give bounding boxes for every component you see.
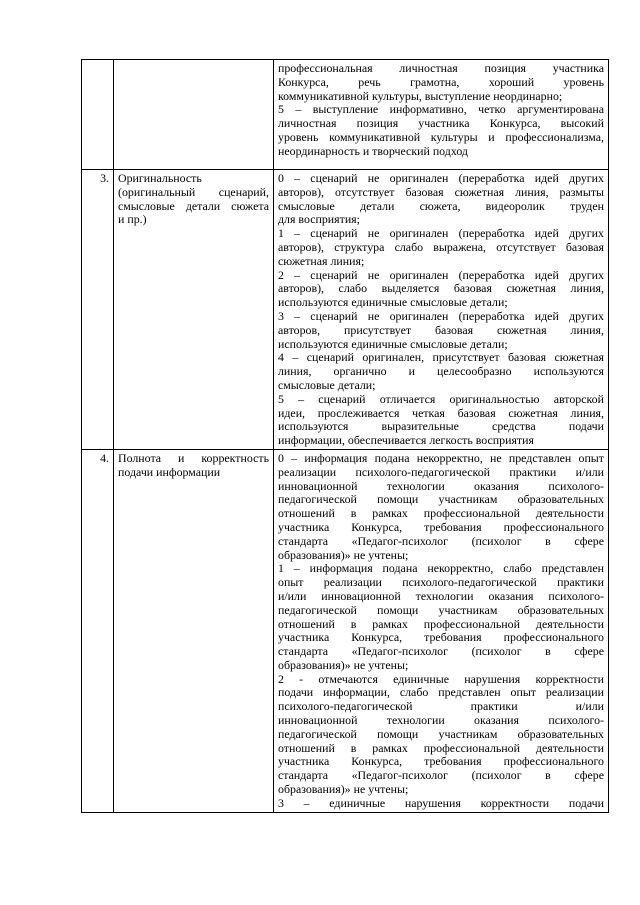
score-paragraph <box>278 62 604 103</box>
text-line: педагогической помощи участникам образовательных <box>278 492 604 507</box>
criterion-cell <box>114 170 274 450</box>
text-line: коммуникативной культуры, выступление неординарно; <box>278 88 563 103</box>
text-line: инновационной технологии оказания психолого- <box>278 478 604 493</box>
text-line: используются единичные смысловые детали; <box>278 295 508 310</box>
score-paragraph <box>278 310 604 351</box>
text-line: авторов), слабо выделяется базовая сюжетная линия, <box>278 281 604 296</box>
text-line: 3 – сценарий не оригинален (переработка идей других <box>278 308 604 323</box>
text-line: 3 – единичные нарушения корректности подачи <box>278 795 604 810</box>
criterion-cell <box>114 449 274 812</box>
text-line: Конкурса, речь грамотна, хороший уровень <box>278 74 604 89</box>
text-line: опыт реализации психолого-педагогической практики <box>278 575 604 590</box>
text-line: и/или инновационной технологии оказания психолого- <box>278 588 604 603</box>
text-line: образования)» не учтены; <box>278 782 409 797</box>
text-line: стандарта «Педагог-психолог (психолог в сфере <box>278 533 604 548</box>
criteria-table <box>81 59 609 813</box>
text-line: информации, обеспечивается легкость восприятия <box>278 433 534 448</box>
text-line: инновационной технологии оказания психолого- <box>278 713 604 728</box>
score-paragraph <box>278 562 604 672</box>
table-row-continuation <box>82 60 609 170</box>
text-line: 0 – информация подана некорректно, не представлен опыт <box>278 450 604 465</box>
text-line: стандарта «Педагог-психолог (психолог в сфере <box>278 768 604 783</box>
text-line: линия, органично и целесообразно используются <box>278 364 604 379</box>
score-paragraph <box>278 797 604 811</box>
text-line: авторов, присутствует базовая сюжетная линия, <box>278 322 604 337</box>
text-line: педагогической помощи участникам образовательных <box>278 602 604 617</box>
score-paragraph <box>278 269 604 310</box>
description-cell <box>274 60 609 170</box>
text-line: уровень коммуникативной культуры и профессионализма, <box>278 129 604 144</box>
text-line: для восприятия; <box>278 212 360 227</box>
text-line: образования)» не учтены; <box>278 547 409 562</box>
score-paragraph <box>278 452 604 562</box>
text-line: 4 – сценарий оригинален, присутствует базовая сюжетная <box>278 350 604 365</box>
text-line: психолого-педагогической практики и/или <box>278 699 604 714</box>
score-paragraph <box>278 393 604 448</box>
text-line: отношений в рамках профессиональной деятельности <box>278 740 604 755</box>
text-line: реализации психолого-педагогической практики и/или <box>278 464 604 479</box>
description-cell <box>274 170 609 450</box>
criterion-line: смысловые детали сюжета <box>118 198 269 213</box>
text-line: неординарность и творческий подход <box>278 143 468 158</box>
text-line: участника Конкурса, требования профессионального <box>278 754 604 769</box>
row-number-cell: 3. <box>82 170 114 450</box>
text-line: используются выразительные средства подачи <box>278 419 604 434</box>
criterion-line: (оригинальный сценарий, <box>118 184 269 199</box>
text-line: 2 - отмечаются единичные нарушения корректности <box>278 671 604 686</box>
text-line: 5 – выступление информативно, четко аргументирована <box>278 102 604 117</box>
criterion-line: Оригинальность <box>118 171 202 185</box>
score-paragraph <box>278 227 604 268</box>
criterion-line: и пр.) <box>118 212 147 227</box>
text-line: участника Конкурса, требования профессионального <box>278 630 604 645</box>
text-line: идеи, прослеживается четкая базовая сюжетная линия, <box>278 405 604 420</box>
row-number-cell <box>82 60 114 170</box>
text-line: профессиональная личностная позиция участника <box>278 61 604 75</box>
text-line: 5 – сценарий отличается оригинальностью авторской <box>278 391 604 406</box>
score-paragraph <box>278 103 604 158</box>
description-cell <box>274 449 609 812</box>
text-line: смысловые детали; <box>278 377 376 392</box>
score-paragraph <box>278 172 604 227</box>
table-row-originality <box>82 170 609 450</box>
text-line: отношений в рамках профессиональной деятельности <box>278 506 604 521</box>
score-paragraph <box>278 673 604 797</box>
text-line: авторов), структура слабо выражена, отсутствует базовая <box>278 239 604 254</box>
text-line: 0 – сценарий не оригинален (переработка идей других <box>278 171 604 185</box>
text-line: 1 – сценарий не оригинален (переработка идей других <box>278 226 604 241</box>
text-line: образования)» не учтены; <box>278 657 409 672</box>
score-paragraph <box>278 351 604 392</box>
text-line: используются единичные смысловые детали; <box>278 336 508 351</box>
text-line: личностная позиция участника Конкурса, высокий <box>278 116 604 131</box>
text-line: педагогической помощи участникам образовательных <box>278 726 604 741</box>
text-line: 1 – информация подана некорректно, слабо представлен <box>278 561 604 576</box>
text-line: 2 – сценарий не оригинален (переработка идей других <box>278 267 604 282</box>
text-line: сюжетная линия; <box>278 253 365 268</box>
table-row-completeness <box>82 449 609 812</box>
criterion-line: подачи информации <box>118 464 221 479</box>
row-number-cell: 4. <box>82 449 114 812</box>
text-line: подачи информации, слабо представлен опыт реализации <box>278 685 604 700</box>
text-line: отношений в рамках профессиональной деятельности <box>278 616 604 631</box>
text-line: смысловые детали сюжета, видеоролик труден <box>278 198 604 213</box>
text-line: участника Конкурса, требования профессионального <box>278 519 604 534</box>
criterion-line: Полнота и корректность <box>118 450 269 465</box>
text-line: стандарта «Педагог-психолог (психолог в сфере <box>278 644 604 659</box>
criterion-cell <box>114 60 274 170</box>
text-line: авторов), отсутствует базовая сюжетная линия, размыты <box>278 184 604 199</box>
